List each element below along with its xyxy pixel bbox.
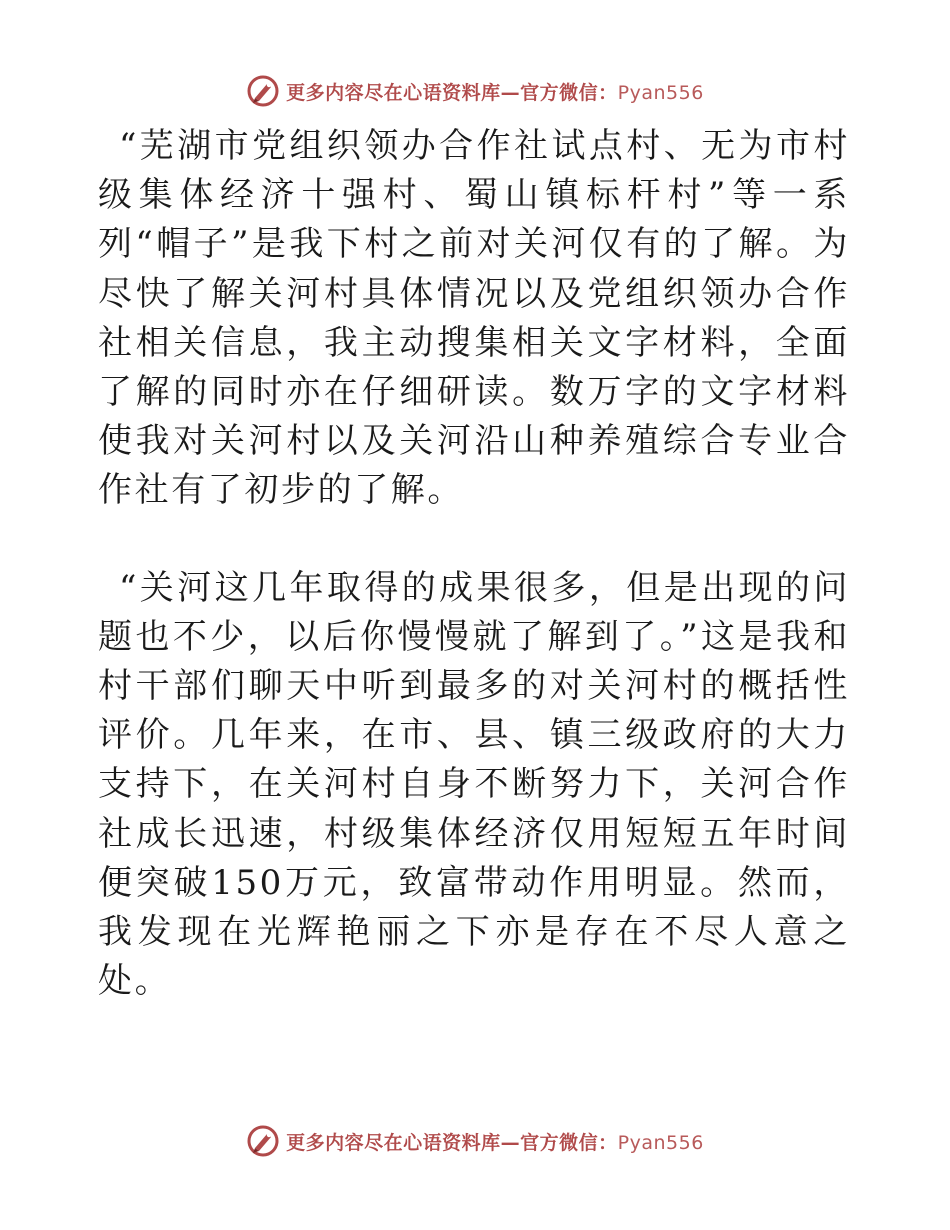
document-body <box>98 122 850 1006</box>
pen-circle-icon <box>246 74 280 108</box>
pen-circle-icon <box>246 1124 280 1158</box>
paragraph-2: “关河这几年取得的成果很多，但是出现的问题也不少，以后你慢慢就了解到了。”这是我和村干部们聊天中听到最多的对关河村的概括性评价。几年来，在市、县、镇三级政府的大力支持下，在关河村自身不断努力下，关河合作社成长迅速，村级集体经济仅用短短五年时间便突破150万元，致富带动作用明显。然而，我发现在光辉艳丽之下亦是存在不尽人意之处。 <box>98 567 850 1002</box>
watermark-account: Pyan556 <box>617 1131 704 1154</box>
paragraph-1: “芜湖市党组织领办合作社试点村、无为市村级集体经济十强村、蜀山镇标杆村”等一系列“帽子”是我下村之前对关河仅有的了解。为尽快了解关河村具体情况以及党组织领办合作社相关信息，我主动搜集相关文字材料，全面了解的同时亦在仔细研读。数万字的文字材料使我对关河村以及关河沿山种养殖综合专业合作社有了初步的了解。 <box>98 126 850 511</box>
footer-watermark <box>0 1121 950 1161</box>
watermark-text: 更多内容尽在心语资料库—官方微信：Pyan556 <box>286 81 704 104</box>
watermark-text: 更多内容尽在心语资料库—官方微信：Pyan556 <box>286 1131 704 1154</box>
header-watermark <box>0 71 950 111</box>
watermark-account: Pyan556 <box>617 81 704 104</box>
